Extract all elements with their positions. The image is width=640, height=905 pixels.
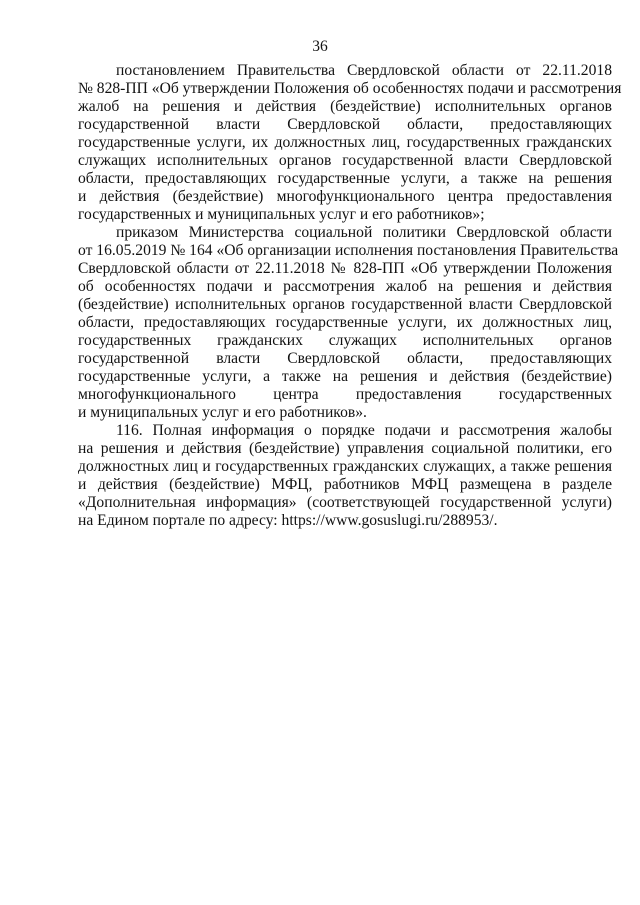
text-line: на Едином портале по адресу: https://www.gosuslugi.ru/288953/.	[78, 512, 498, 529]
text-line: области, предоставляющих государственные услуги, их должностных лиц,	[78, 314, 612, 331]
text-line: государственные услуги, а также на решения и действия (бездействие)	[78, 368, 612, 385]
text-line: (бездействие) исполнительных органов государственной власти Свердловской	[78, 296, 612, 313]
text-line: № 828-ПП «Об утверждении Положения об особенностях подачи и рассмотрения	[78, 80, 622, 97]
text-line: должностных лиц и государственных гражданских служащих, а также решения	[78, 458, 612, 475]
text-line: постановлением Правительства Свердловской области от 22.11.2018	[116, 62, 612, 79]
text-line: государственной власти Свердловской области, предоставляющих	[78, 350, 612, 367]
text-line: от 16.05.2019 № 164 «Об организации исполнения постановления Правительства	[78, 242, 619, 259]
paragraph-order-164	[78, 224, 619, 422]
text-line: Свердловской области от 22.11.2018 № 828-ПП «Об утверждении Положения	[78, 260, 612, 277]
text-line: области, предоставляющих государственные услуги, а также на решения	[78, 170, 612, 187]
text-line: на решения и действия (бездействие) управления социальной политики, его	[78, 440, 612, 457]
text-line: об особенностях подачи и рассмотрения жалоб на решения и действия	[78, 278, 612, 295]
text-line: государственных и муниципальных услуг и его работников»;	[78, 206, 485, 223]
text-line: государственные услуги, их должностных лиц, государственных гражданских	[78, 134, 612, 151]
text-line: жалоб на решения и действия (бездействие) исполнительных органов	[78, 98, 612, 115]
document-body	[78, 62, 622, 530]
page-number: 36	[312, 38, 328, 55]
paragraph-116-complaint-info	[78, 422, 612, 530]
text-line: государственной власти Свердловской области, предоставляющих	[78, 116, 612, 133]
text-line: многофункционального центра предоставления государственных	[78, 386, 612, 403]
text-line: «Дополнительная информация» (соответствующей государственной услуги)	[78, 494, 612, 511]
text-line: служащих исполнительных органов государственной власти Свердловской	[78, 152, 612, 169]
text-line: и действия (бездействие) многофункционального центра предоставления	[78, 188, 612, 205]
text-line: государственных гражданских служащих исполнительных органов	[78, 332, 612, 349]
text-line: 116. Полная информация о порядке подачи и рассмотрения жалобы	[116, 422, 612, 439]
paragraph-resolution-828pp	[78, 62, 622, 224]
text-line: и действия (бездействие) МФЦ, работников МФЦ размещена в разделе	[78, 476, 612, 493]
text-line: и муниципальных услуг и его работников».	[78, 404, 367, 421]
text-line: приказом Министерства социальной политики Свердловской области	[116, 224, 612, 241]
